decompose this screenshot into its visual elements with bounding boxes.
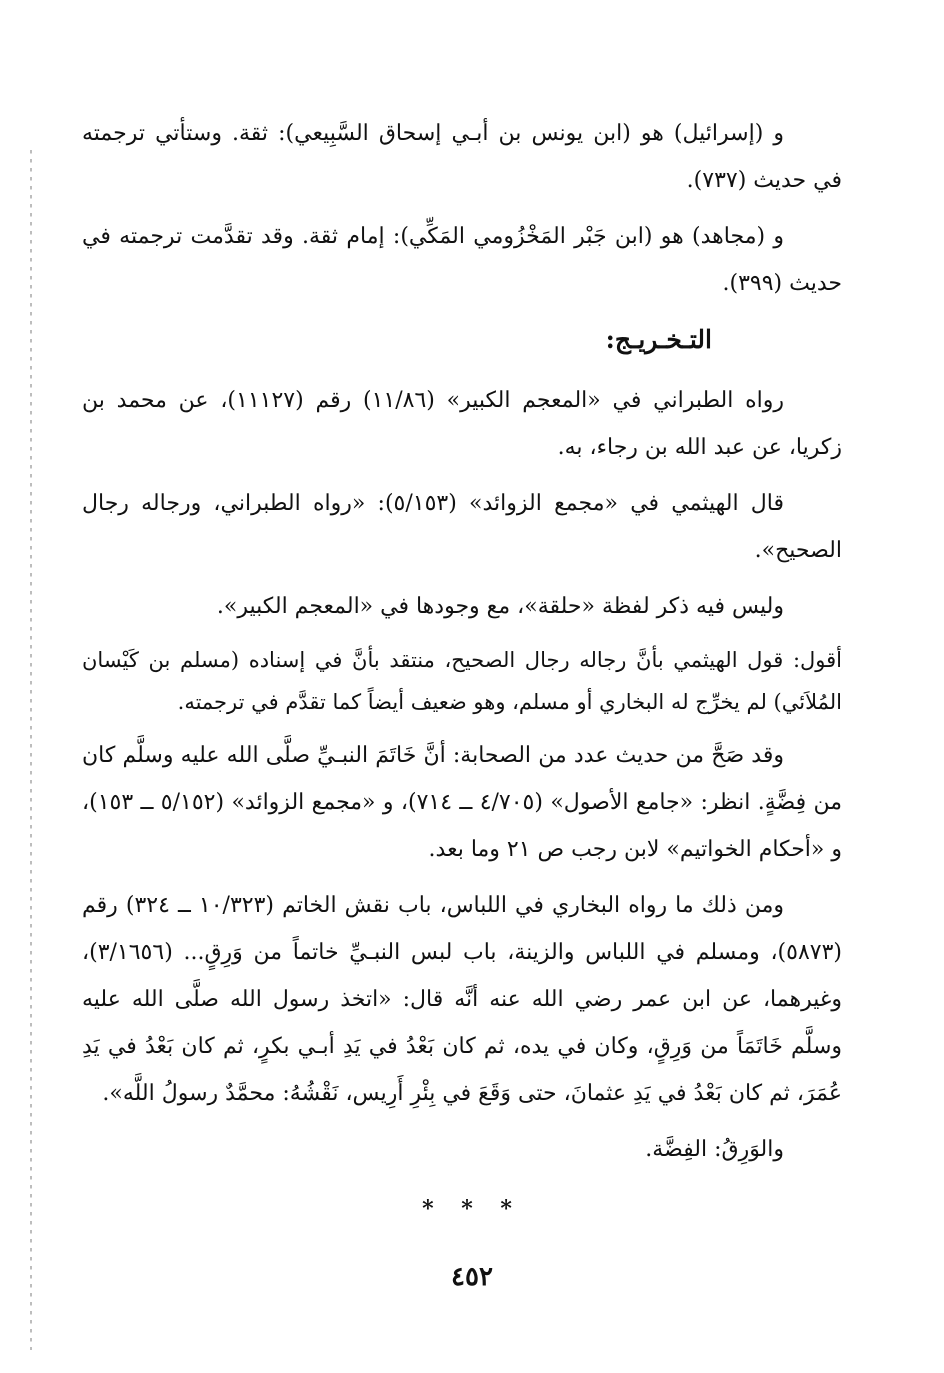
paragraph-bukhari-muslim: ومن ذلك ما رواه البخاري في اللباس، باب نقش الخاتم (١٠/٣٢٣ ــ ٣٢٤) رقم (٥٨٧٣)، ومسلم في اللباس والزينة، باب لبس النبـيِّ خاتماً من وَرِقٍ... (٣/١٦٥٦)، وغيرهما، عن ابن عمر رضي الله عنه أنَّه قال: «اتخذ رسول الله صلَّى الله عليه وسلَّم خَاتَمَاً من وَرِقٍ، وكان في يده، ثم كان بَعْدُ في يَدِ أبـي بكرٍ، ثم كان بَعْدُ في يَدِ عُمَرَ، ثم كان بَعْدُ في يَدِ عثمانَ، حتى وَقَعَ في بِئْرِ أَرِيس، نَقْشُهُ: محمَّدٌ رسولُ اللَّه». [82,893,842,1106]
paragraph-haythami: قال الهيثمي في «مجمع الزوائد» (٥/١٥٣): «رواه الطبراني، ورجاله رجال الصحيح». [82,491,842,563]
page-number: ٤٥٢ [451,1262,493,1292]
paragraph-critique: أقول: قول الهيثمي بأنَّ رجاله رجال الصحيح، منتقد بأنَّ في إسناده (مسلم بن كَيْسان المُلاَئي) لم يخرِّج له البخاري أو مسلم، وهو ضعيف أيضاً كما تقدَّم في ترجمته. [82,648,842,714]
paragraph-narrator-israil: و (إسرائيل) هو (ابن يونس بن أبـي إسحاق السَّبِيعي): ثقة. وستأتي ترجمته في حديث (٧٣٧). [82,121,842,193]
paragraph-silver-ring: وقد صَحَّ من حديث عدد من الصحابة: أنَّ خَاتَمَ النبـيِّ صلَّى الله عليه وسلَّم كان من فِضَّةٍ. انظر: «جامع الأصول» (٤/٧٠٥ ــ ٧١٤)، و «مجمع الزوائد» (٥/١٥٢ ــ ١٥٣)، و «أحكام الخواتيم» لابن رجب ص ٢١ وما بعد. [82,743,842,862]
paragraph-wariq-definition: والوَرِقُ: الفِضَّة. [645,1137,784,1162]
binding-gutter-dots [30,150,32,1350]
section-separator: * * * [422,1196,522,1222]
paragraph-tabarani: رواه الطبراني في «المعجم الكبير» (١١/٨٦) رقم (١١١٢٧)، عن محمد بن زكريا، عن عبد الله بن رجاء، به. [82,388,842,460]
paragraph-narrator-mujahid: و (مجاهد) هو (ابن جَبْر المَخْزُومي المَكِّي): إمام ثقة. وقد تقدَّمت ترجمته في حديث (٣٩٩). [82,224,842,296]
body-text [82,110,842,1182]
paragraph-halqa-note: وليس فيه ذكر لفظة «حلقة»، مع وجودها في «المعجم الكبير». [216,594,784,619]
section-heading-takhrij: التـخـريـج: [605,325,712,354]
